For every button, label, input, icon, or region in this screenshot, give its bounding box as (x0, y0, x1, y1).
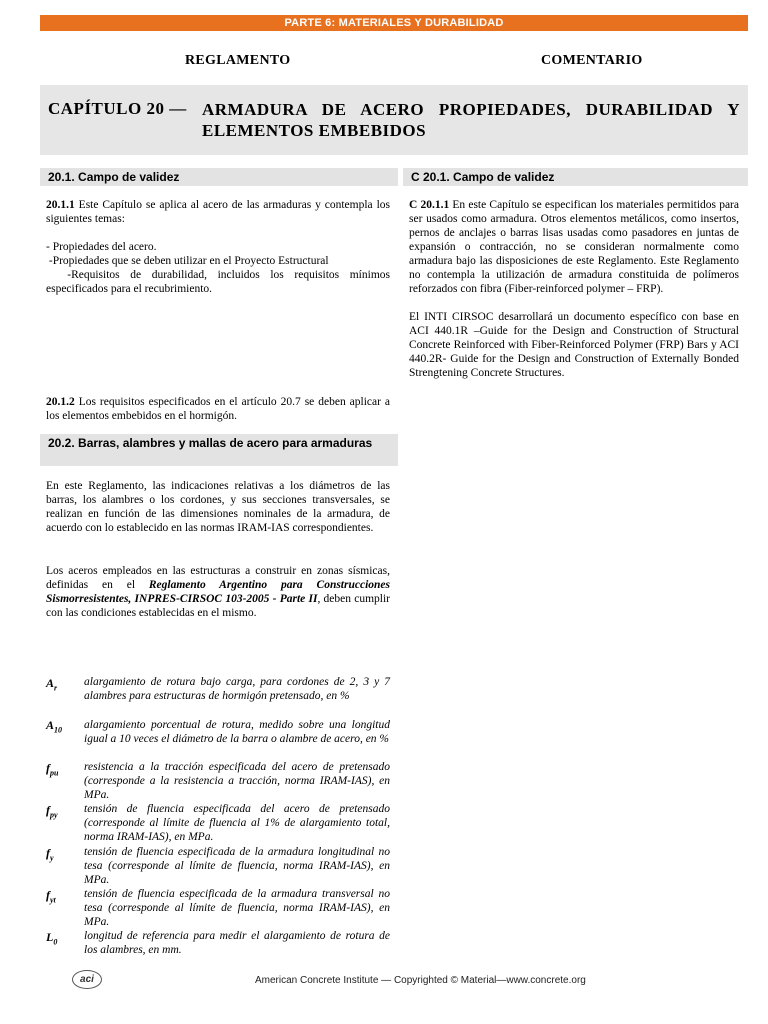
definition-symbol: $f_y$ (46, 846, 54, 863)
section-c20-1-title: C 20.1. Campo de validez (403, 168, 748, 186)
para-text: Los requisitos especificados en el artículo 20.7 se deben aplicar a los elementos embebidos en el hormigón. (46, 396, 390, 422)
definition-text: alargamiento de rotura bajo carga, para cordones de 2, 3 y 7 alambres para estructuras de hormigón pretensado, en % (84, 676, 390, 702)
aci-logo: aci (72, 970, 102, 989)
chapter-title: ARMADURA DE ACERO PROPIEDADES, DURABILIDAD Y ELEMENTOS EMBEBIDOS (202, 100, 740, 140)
para-number: 20.1.2 (46, 396, 75, 408)
definition-text: tensión de fluencia especificada del acero de pretensado (corresponde al límite de fluencia al 1% de alargamiento total, norma IRAM-IAS), en MPa. (84, 803, 390, 843)
definition-symbol: $f_{pu}$ (46, 761, 59, 778)
list-item: - Propiedades del acero. (46, 241, 157, 253)
chapter-number: CAPÍTULO 20 — (48, 99, 187, 118)
definition-symbol: $A_{10}$ (46, 718, 63, 735)
para-number: C 20.1.1 (409, 199, 450, 211)
para-number: 20.1.1 (46, 199, 75, 211)
part-banner: PARTE 6: MATERIALES Y DURABILIDAD (40, 15, 748, 31)
para-c20-1-1-cont: El INTI CIRSOC desarrollará un documento específico con base en ACI 440.1R –Guide for the Design and Construction of Structural Concrete Reinforced with Fiber-Reinforced Polymer (FRP) Bars y ACI 440.2R- Guide for the Design and Construction of Externally Bonded Strengtening Concrete Structures. (409, 311, 739, 379)
definition-text: alargamiento porcentual de rotura, medido sobre una longitud igual a 10 veces el diámetro de la barra o alambre de acero, en % (84, 719, 390, 745)
para-20-2-a: En este Reglamento, las indicaciones relativas a los diámetros de las barras, los alambres o los cordones, y sus secciones transversales, se realizan en función de las dimensiones nominales de la armadura, de acuerdo con lo establecido en las normas IRAM-IAS correspondientes. (46, 480, 390, 534)
regulation-reference: Reglamento Argentino para Construcciones Sismorresistentes, INPRES-CIRSOC 103-2005 - Parte II (46, 579, 391, 605)
para-c20-1-1 (409, 198, 739, 296)
definition-text: resistencia a la tracción especificada del acero de pretensado (corresponde a la resistencia a tracción, norma IRAM-IAS), en MPa. (84, 761, 390, 801)
section-title-text: 20.2. Barras, alambres y mallas de acero para armaduras (48, 436, 373, 450)
section-20-1-title: 20.1. Campo de validez (40, 168, 398, 186)
definition-symbol: $L_0$ (46, 930, 58, 947)
topic-list (46, 240, 393, 296)
definition-symbol: $f_{yt}$ (46, 888, 56, 905)
footer-copyright: American Concrete Institute — Copyrighted © Material—www.concrete.org (255, 975, 586, 986)
list-item: -Requisitos de durabilidad, incluidos los requisitos mínimos especificados para el recubrimiento. (46, 269, 393, 295)
para-20-1-2 (46, 395, 390, 423)
section-20-2-title (40, 434, 398, 466)
para-text: En este Capítulo se especifican los materiales permitidos para ser usados como armadura. Otros elementos metálicos, como insertos, pernos de anclajes o barras lisas usadas como pasadores en juntas de expansión o contracción, no se consideran normalmente como armadura bajo las disposiciones de este Reglamento. Este Reglamento no contempla la utilización de armadura constituida de polímeros reforzados con fibra (Fiber-reinforced polymer – FRP). (409, 199, 739, 295)
definition-symbol: $A_r$ (46, 676, 58, 693)
definition-text: tensión de fluencia especificada de la armadura transversal no tesa (corresponde al límite de fluencia, norma IRAM-IAS), en MPa. (84, 888, 390, 928)
definition-symbol: $f_{py}$ (46, 803, 58, 820)
chapter-header (40, 85, 748, 155)
definition-text: tensión de fluencia especificada de la armadura longitudinal no tesa (corresponde al límite de fluencia, norma IRAM-IAS), en MPa. (84, 846, 390, 886)
reglamento-heading: REGLAMENTO (185, 53, 291, 68)
list-item: -Propiedades que se deben utilizar en el Proyecto Estructural (46, 255, 329, 267)
definition-text: longitud de referencia para medir el alargamiento de rotura de los alambres, en mm. (84, 930, 390, 956)
para-text: Los aceros empleados en las estructuras a construir en zonas sísmicas, definidas en el (46, 565, 390, 591)
para-20-2-b (46, 564, 390, 620)
para-text: , deben cumplir con las condiciones establecidas en el mismo. (46, 593, 390, 619)
para-text: Este Capítulo se aplica al acero de las armaduras y contempla los siguientes temas: (46, 199, 390, 225)
para-20-1-1 (46, 198, 390, 226)
comentario-heading: COMENTARIO (541, 53, 643, 68)
